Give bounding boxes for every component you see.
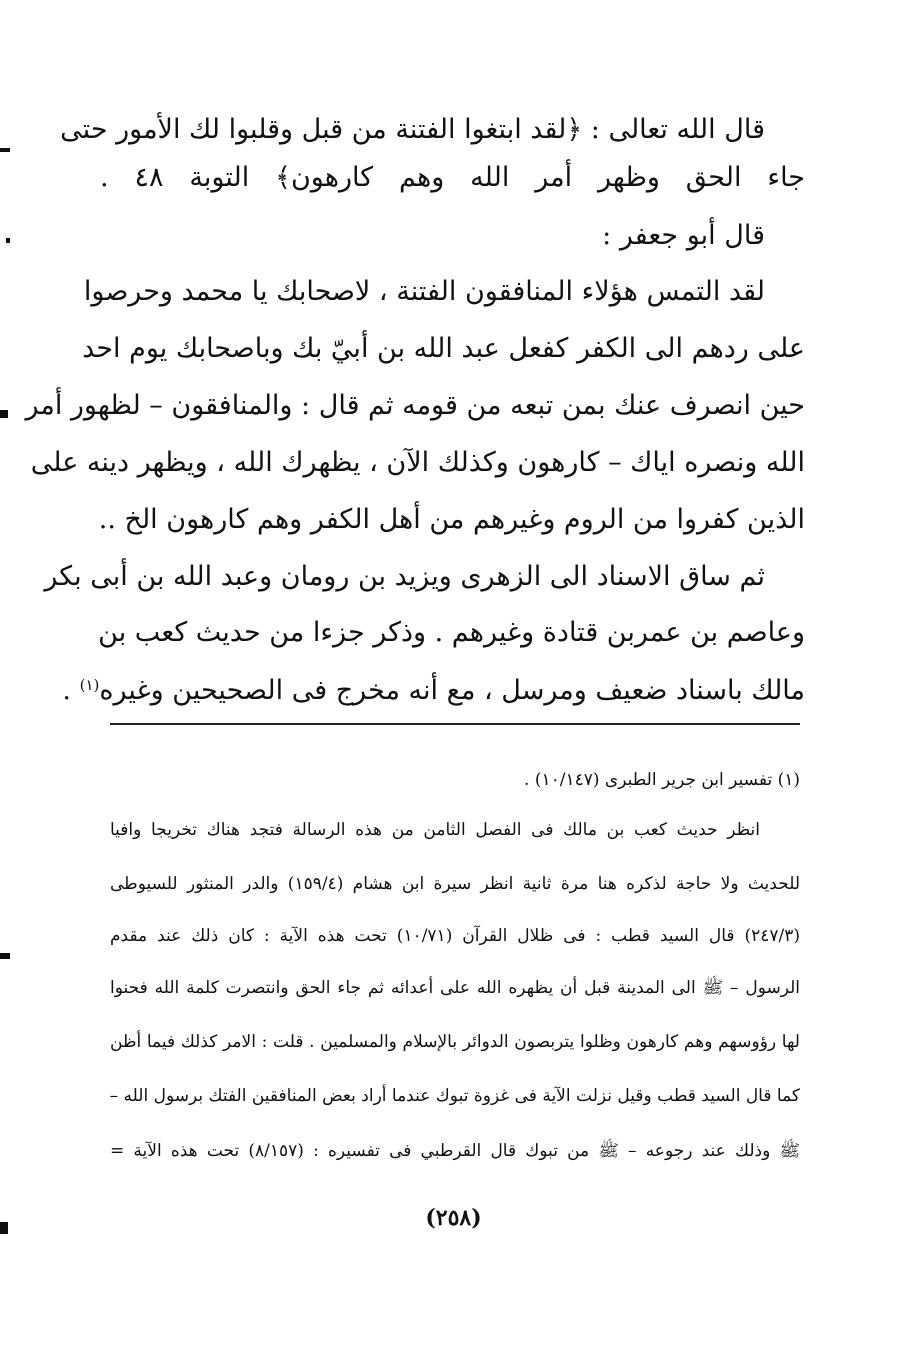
body-line-last (62, 661, 805, 709)
footnote-line: للحديث ولا حاجة لذكره هنا مرة ثانية انظر سيرة ابن هشام (١٥٩/٤) والدر المنثور للسيوطى (110, 874, 800, 894)
body-line: الله ونصره اياك – كارهون وكذلك الآن ، يظهرك الله ، ويظهر دينه على (30, 447, 805, 478)
body-line: قال الله تعالى : ﴿لقد ابتغوا الفتنة من قبل وقلبوا لك الأمور حتى (60, 114, 765, 145)
footnote-line: ﷺ وذلك عند رجوعه – ﷺ من تبوك قال القرطبي فى تفسيره : (٨/١٥٧) تحت هذه الآية = (110, 1141, 800, 1161)
scan-edge-mark (0, 148, 10, 152)
footnote-line: الرسول – ﷺ الى المدينة قبل أن يظهره الله على أعدائه ثم جاء الحق وانتصرت كلمة الله فحنوا (110, 978, 800, 998)
scan-edge-mark (6, 238, 10, 243)
footnote-line: (١) تفسير ابن جرير الطبرى (١٠/١٤٧) . (524, 770, 800, 790)
line-end-period: . (62, 675, 71, 706)
footnote-line: كما قال السيد قطب وقيل نزلت الآية فى غزوة تبوك عندما أراد بعض المنافقين الفتك برسول الله – (109, 1086, 800, 1106)
body-line: الذين كفروا من الروم وغيرهم من أهل الكفر وهم كارهون الخ .. (98, 504, 805, 535)
footnote-line: لها رؤوسهم وهم كارهون وظلوا يتربصون الدوائر بالإسلام والمسلمين . قلت : الامر كذلك فيما أظن (110, 1032, 800, 1052)
body-line: جاء الحق وظهر أمر الله وهم كارهون﴾ التوبة ٤٨ . (100, 162, 805, 193)
body-line: وعاصم بن عمربن قتادة وغيرهم . وذكر جزءا من حديث كعب بن (98, 617, 805, 648)
body-line: على ردهم الى الكفر كفعل عبد الله بن أبيّ بك وباصحابك يوم احد (82, 333, 805, 364)
scan-edge-mark (0, 1222, 8, 1234)
scan-edge-mark (0, 410, 8, 418)
footnote-marker: (١) (79, 676, 100, 694)
footnote-line: انظر حديث كعب بن مالك فى الفصل الثامن من هذه الرسالة فتجد هناك تخريجا وافيا (110, 820, 760, 840)
body-line: حين انصرف عنك بمن تبعه من قومه ثم قال : والمنافقون – لظهور أمر (25, 390, 805, 421)
footnote-line: (٢٤٧/٣) قال السيد قطب : فى ظلال القرآن (١٠/٧١) تحت هذه الآية : كان ذلك عند مقدم (110, 926, 800, 946)
body-line: لقد التمس هؤلاء المنافقون الفتنة ، لاصحابك يا محمد وحرصوا (83, 276, 765, 307)
page-number: (٢٥٨) (425, 1205, 482, 1231)
body-line: قال أبو جعفر : (602, 220, 765, 251)
body-line: ثم ساق الاسناد الى الزهرى ويزيد بن رومان وعبد الله بن أبى بكر (44, 561, 765, 592)
body-line-text: مالك باسناد ضعيف ومرسل ، مع أنه مخرج فى الصحيحين وغيره (99, 675, 805, 706)
footnote-separator (110, 723, 800, 725)
scan-edge-mark (0, 953, 10, 959)
